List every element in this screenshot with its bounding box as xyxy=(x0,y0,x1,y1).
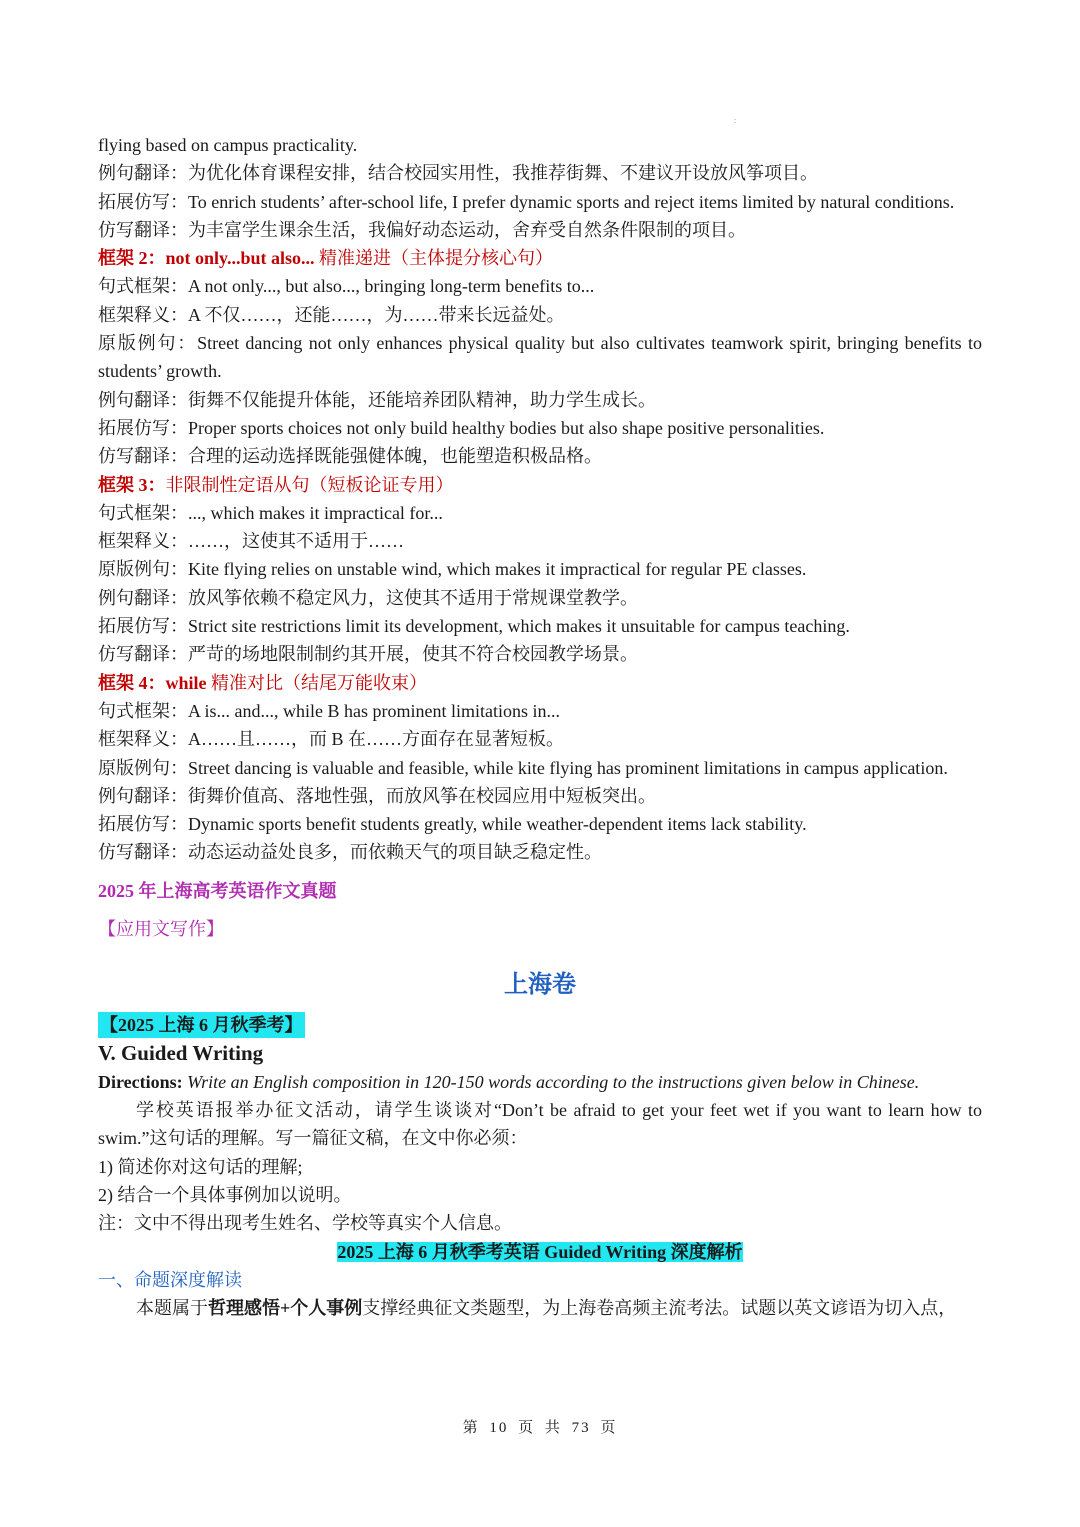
frame-heading-desc: 精准对比（结尾万能收束） xyxy=(206,672,428,693)
directions-label: Directions: xyxy=(98,1071,183,1092)
document-body xyxy=(98,131,982,1322)
text-line: 拓展仿写：Dynamic sports benefit students greatly, while weather-dependent items lack stability. xyxy=(98,814,807,835)
guided-writing-heading: V. Guided Writing xyxy=(98,1040,264,1065)
text-line: 例句翻译：放风筝依赖不稳定风力，这使其不适用于常规课堂教学。 xyxy=(98,587,638,608)
requirement-2: 2) 结合一个具体事例加以说明。 xyxy=(98,1184,352,1205)
text-line: 仿写翻译：合理的运动选择既能强健体魄，也能塑造积极品格。 xyxy=(98,446,602,467)
text-line: 框架释义：A 不仅……，还能……，为……带来长远益处。 xyxy=(98,304,565,325)
exam-tag: 【2025 上海 6 月秋季考】 xyxy=(98,1012,305,1038)
frame-heading xyxy=(98,471,982,499)
text-line: 框架释义：……，这使其不适用于…… xyxy=(98,531,404,552)
page-footer: 第 10 页 共 73 页 xyxy=(462,1420,618,1436)
section-one-heading: 一、命题深度解读 xyxy=(98,1269,242,1290)
text-line: 拓展仿写：Proper sports choices not only build healthy bodies but also shape positive personalities. xyxy=(98,417,825,438)
analysis-intro xyxy=(98,1294,982,1322)
analysis-intro-bold: 哲理感悟+个人事例 xyxy=(208,1297,363,1318)
frame-examples-section xyxy=(98,131,982,867)
exam-title: 2025 年上海高考英语作文真题 xyxy=(98,880,337,901)
text-line: 例句翻译：街舞不仅能提升体能，还能培养团队精神，助力学生成长。 xyxy=(98,389,656,410)
text-line: 拓展仿写：Strict site restrictions limit its development, which makes it unsuitable for campus teaching. xyxy=(98,616,850,637)
note: 注：文中不得出现考生姓名、学校等真实个人信息。 xyxy=(98,1213,512,1234)
analysis-intro-pre: 本题属于 xyxy=(136,1297,208,1318)
text-line: 仿写翻译：为丰富学生课余生活，我偏好动态运动，舍弃受自然条件限制的项目。 xyxy=(98,219,746,240)
scan-mark: : xyxy=(734,116,737,125)
text-line: 句式框架：A is... and..., while B has prominent limitations in... xyxy=(98,700,560,721)
text-line: 句式框架：..., which makes it impractical for... xyxy=(98,502,443,523)
directions-text: Write an English composition in 120-150 words according to the instructions given below in Chinese. xyxy=(182,1071,920,1092)
frame-heading xyxy=(98,669,982,697)
text-line: 句式框架：A not only..., but also..., bringing long-term benefits to... xyxy=(98,276,595,297)
analysis-title-wrap xyxy=(98,1238,982,1266)
text-line: flying based on campus practicality. xyxy=(98,135,358,155)
frame-heading-desc: 非限制性定语从句（短板论证专用） xyxy=(165,474,454,495)
paper-title: 上海卷 xyxy=(504,971,576,998)
text-line: 例句翻译：街舞价值高、落地性强，而放风筝在校园应用中短板突出。 xyxy=(98,785,656,806)
analysis-intro-post: 支撑经典征文类题型，为上海卷高频主流考法。试题以英文谚语为切入点， xyxy=(362,1297,957,1318)
analysis-title: 2025 上海 6 月秋季考英语 Guided Writing 深度解析 xyxy=(337,1241,743,1262)
text-line: 例句翻译：为优化体育课程安排，结合校园实用性，我推荐街舞、不建议开设放风筝项目。 xyxy=(98,163,818,184)
directions xyxy=(98,1068,982,1096)
text-line: 原版例句：Street dancing is valuable and feasible, while kite flying has prominent limitations in campus application. xyxy=(98,757,948,778)
frame-heading-desc: 精准递进（主体提分核心句） xyxy=(314,248,554,269)
requirement-1: 1) 简述你对这句话的理解; xyxy=(98,1156,303,1177)
text-line: 仿写翻译：动态运动益处良多，而依赖天气的项目缺乏稳定性。 xyxy=(98,842,602,863)
text-line: 框架释义：A……且……，而 B 在……方面存在显著短板。 xyxy=(98,729,565,750)
writing-type-label: 【应用文写作】 xyxy=(98,918,224,939)
text-line: 拓展仿写：To enrich students’ after-school life, I prefer dynamic sports and reject items limited by natural conditions. xyxy=(98,191,955,212)
frame-heading-label: 框架 2：not only...but also... xyxy=(98,248,315,269)
text-line: 原版例句：Kite flying relies on unstable wind, which makes it impractical for regular PE classes. xyxy=(98,559,807,580)
text-line: 原版例句：Street dancing not only enhances physical quality but also cultivates teamwork spirit, bringing benefits to students’ growth. xyxy=(98,333,982,382)
text-line: 仿写翻译：严苛的场地限制制约其开展，使其不符合校园教学场景。 xyxy=(98,644,638,665)
prompt-paragraph: 学校英语报举办征文活动，请学生谈谈对“Don’t be afraid to get your feet wet if you want to learn how to swim.”这句话的理解。写一篇征文稿，在文中你必须： xyxy=(98,1100,982,1149)
frame-heading-label: 框架 3： xyxy=(98,474,166,495)
frame-heading xyxy=(98,244,982,272)
frame-heading-label: 框架 4：while xyxy=(98,672,207,693)
